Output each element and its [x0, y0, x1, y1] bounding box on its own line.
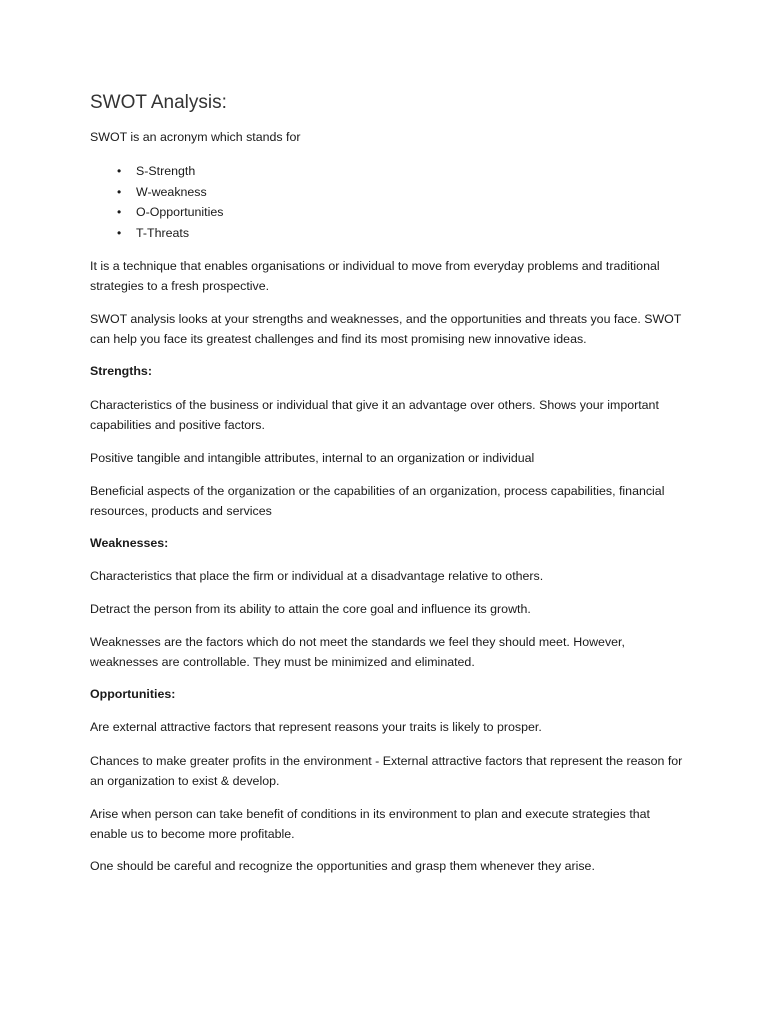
strengths-paragraph: Characteristics of the business or individual that give it an advantage over others. Shows your important capabilities and positive factors.	[90, 398, 659, 432]
technique-paragraph: It is a technique that enables organisations or individual to move from everyday problems and traditional strategies to a fresh prospective.	[90, 259, 660, 293]
bullet-icon: •	[117, 185, 122, 199]
opportunities-paragraph: Chances to make greater profits in the environment - External attractive factors that represent the reason for an organization to exist & develop.	[90, 754, 683, 788]
list-item-label: S-Strength	[136, 164, 196, 178]
opportunities-paragraph: One should be careful and recognize the opportunities and grasp them whenever they arise.	[90, 859, 595, 873]
list-item-label: W-weakness	[136, 185, 207, 199]
list-item-label: O-Opportunities	[136, 205, 224, 219]
weaknesses-paragraph: Weaknesses are the factors which do not meet the standards we feel they should meet. However, weaknesses are controllable. They must be minimized and eliminated.	[90, 635, 625, 669]
strengths-paragraph: Positive tangible and intangible attributes, internal to an organization or individual	[90, 451, 535, 465]
bullet-icon: •	[117, 205, 122, 219]
weaknesses-paragraph: Detract the person from its ability to attain the core goal and influence its growth.	[90, 602, 531, 616]
section-heading-weaknesses: Weaknesses:	[90, 536, 169, 550]
page-title: SWOT Analysis:	[90, 92, 227, 113]
section-heading-strengths: Strengths:	[90, 364, 152, 378]
list-item-label: T-Threats	[136, 226, 190, 240]
section-heading-opportunities: Opportunities:	[90, 687, 176, 701]
bullet-icon: •	[117, 226, 122, 240]
opportunities-paragraph: Arise when person can take benefit of conditions in its environment to plan and execute strategies that enable us to become more profitable.	[90, 807, 650, 841]
opportunities-paragraph: Are external attractive factors that represent reasons your traits is likely to prosper.	[90, 720, 542, 734]
intro-text: SWOT is an acronym which stands for	[90, 130, 301, 144]
bullet-icon: •	[117, 164, 122, 178]
strengths-paragraph: Beneficial aspects of the organization or the capabilities of an organization, process capabilities, financial resources, products and services	[90, 484, 665, 518]
swot-overview-paragraph: SWOT analysis looks at your strengths and weaknesses, and the opportunities and threats you face. SWOT can help you face its greatest challenges and find its most promising new innovative ideas.	[90, 312, 682, 346]
weaknesses-paragraph: Characteristics that place the firm or individual at a disadvantage relative to others.	[90, 569, 544, 583]
